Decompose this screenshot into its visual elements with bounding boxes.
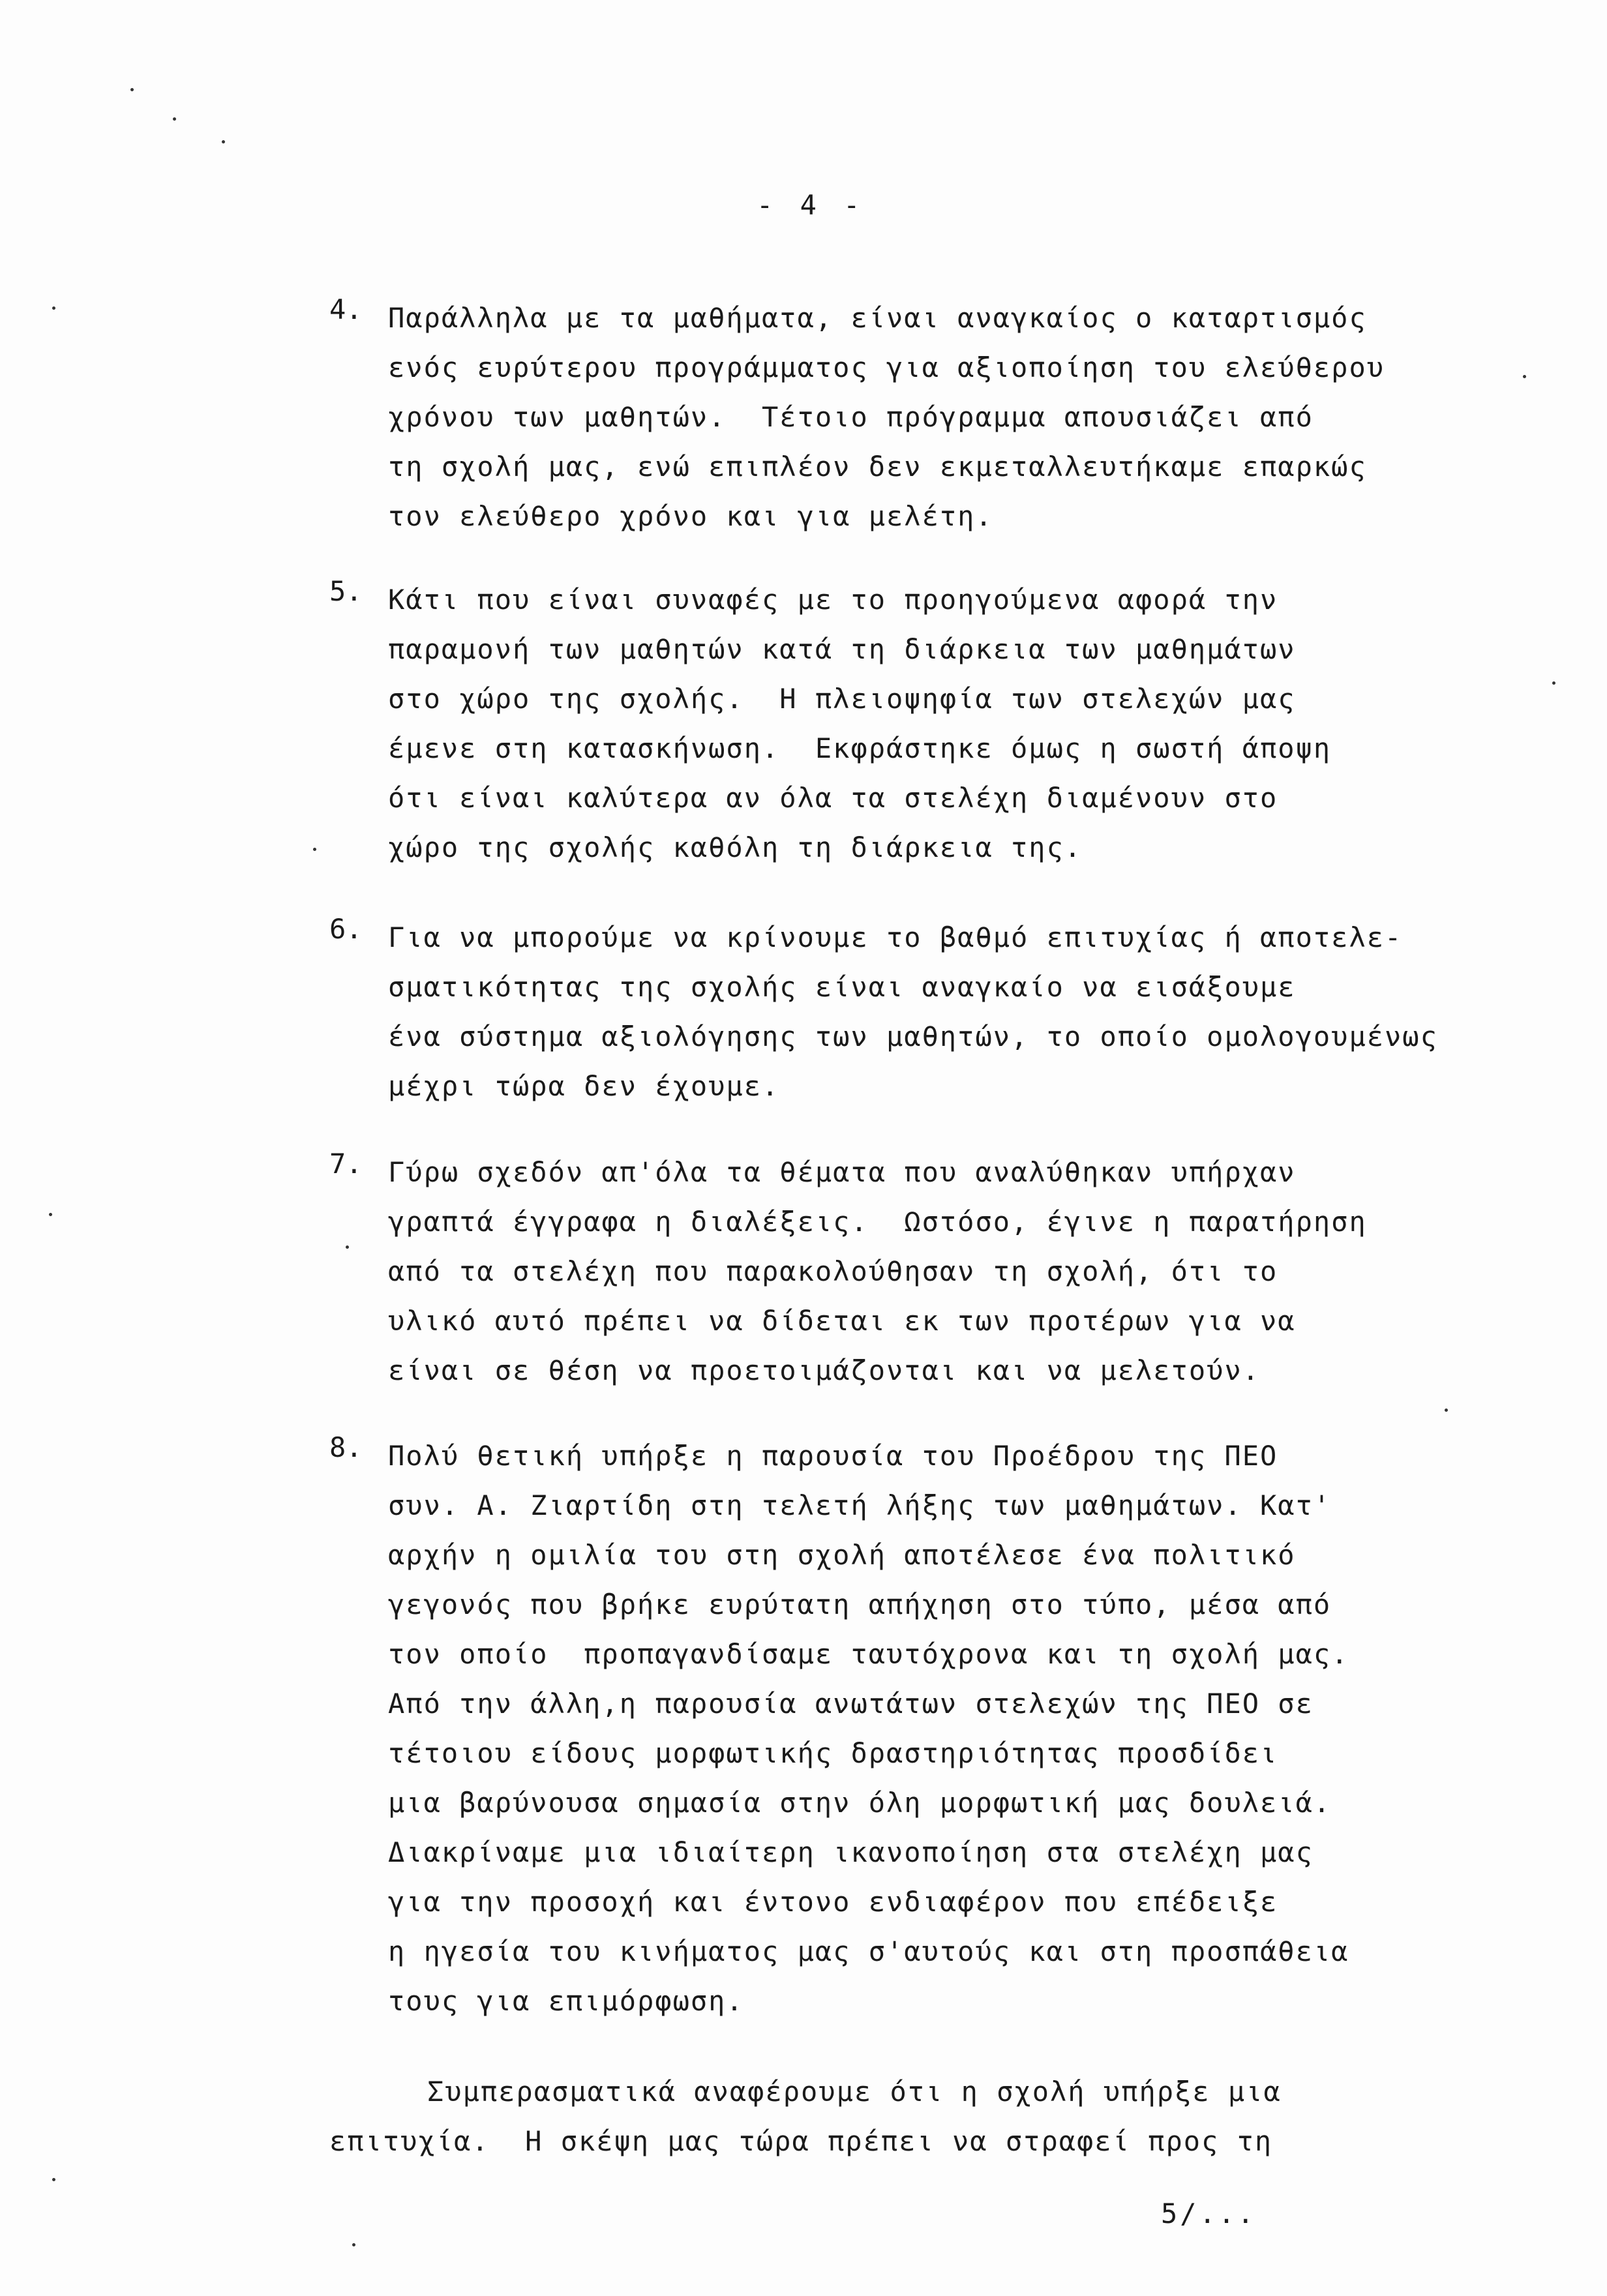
- scan-speck: [346, 1245, 349, 1249]
- text-line: στο χώρο της σχολής. Η πλειοψηφία των στελεχών μας: [388, 683, 1296, 715]
- item-number: 8.: [329, 1431, 363, 1463]
- scan-speck: [52, 2178, 55, 2181]
- text-line: συν. Α. Ζιαρτίδη στη τελετή λήξης των μαθημάτων. Κατ': [388, 1489, 1332, 1521]
- text-line: Από την άλλη,η παρουσία ανωτάτων στελεχών της ΠΕΟ σε: [388, 1688, 1314, 1720]
- text-line: ότι είναι καλύτερα αν όλα τα στελέχη διαμένουν στο: [388, 782, 1278, 814]
- scan-speck: [1445, 1409, 1448, 1412]
- text-line: είναι σε θέση να προετοιμάζονται και να μελετούν.: [388, 1354, 1261, 1386]
- text-line: μέχρι τώρα δεν έχουμε.: [388, 1070, 780, 1102]
- text-line: έμενε στη κατασκήνωση. Εκφράστηκε όμως η σωστή άποψη: [388, 732, 1332, 764]
- text-line: Γύρω σχεδόν απ'όλα τα θέματα που αναλύθηκαν υπήρχαν: [388, 1156, 1296, 1188]
- text-line: ένα σύστημα αξιολόγησης των μαθητών, το οποίο ομολογουμένως: [388, 1021, 1438, 1052]
- text-line: τη σχολή μας, ενώ επιπλέον δεν εκμεταλλευτήκαμε επαρκώς: [388, 451, 1367, 483]
- text-line: γεγονός που βρήκε ευρύτατη απήχηση στο τύπο, μέσα από: [388, 1588, 1332, 1620]
- text-line: τους για επιμόρφωση.: [388, 1985, 744, 2017]
- text-line: η ηγεσία του κινήματος μας σ'αυτούς και στη προσπάθεια: [388, 1935, 1349, 1967]
- text-line: Διακρίναμε μια ιδιαίτερη ικανοποίηση στα στελέχη μας: [388, 1836, 1314, 1868]
- item-number: 7.: [329, 1148, 363, 1180]
- text-line: παραμονή των μαθητών κατά τη διάρκεια των μαθημάτων: [388, 633, 1296, 665]
- page-number: - 4 -: [757, 189, 865, 221]
- text-line: χώρο της σχολής καθόλη τη διάρκεια της.: [388, 831, 1083, 863]
- text-line: από τα στελέχη που παρακολούθησαν τη σχολή, ότι το: [388, 1255, 1278, 1287]
- text-line: σματικότητας της σχολής είναι αναγκαίο να εισάξουμε: [388, 971, 1296, 1003]
- scan-speck: [1552, 681, 1555, 685]
- scan-speck: [1523, 375, 1526, 378]
- scan-speck: [222, 140, 225, 143]
- text-line: υλικό αυτό πρέπει να δίδεται εκ των προτέρων για να: [388, 1305, 1296, 1337]
- text-line: μια βαρύνουσα σημασία στην όλη μορφωτική μας δουλειά.: [388, 1787, 1332, 1819]
- text-line: Κάτι που είναι συναφές με το προηγούμενα αφορά την: [388, 584, 1278, 616]
- text-line: ενός ευρύτερου προγράμματος για αξιοποίηση του ελεύθερου: [388, 351, 1385, 383]
- text-line: αρχήν η ομιλία του στη σχολή αποτέλεσε ένα πολιτικό: [388, 1539, 1296, 1571]
- text-line: για την προσοχή και έντονο ενδιαφέρον που επέδειξε: [388, 1886, 1278, 1918]
- scan-speck: [352, 2243, 355, 2246]
- text-line: Πολύ θετική υπήρξε η παρουσία του Προέδρου της ΠΕΟ: [388, 1440, 1278, 1472]
- item-number: 6.: [329, 913, 363, 945]
- scan-speck: [49, 1213, 52, 1216]
- text-line: τον ελεύθερο χρόνο και για μελέτη.: [388, 500, 993, 532]
- scan-speck: [173, 117, 176, 121]
- conclusion-paragraph: [329, 2067, 1542, 2166]
- scan-speck: [130, 88, 134, 91]
- text-line: Για να μπορούμε να κρίνουμε το βαθμό επιτυχίας ή αποτελε-: [388, 921, 1403, 953]
- continuation-marker: 5/...: [1161, 2198, 1257, 2229]
- text-line: επιτυχία. Η σκέψη μας τώρα πρέπει να στραφεί προς τη: [329, 2125, 1273, 2157]
- text-line: Παράλληλα με τα μαθήματα, είναι αναγκαίος ο καταρτισμός: [388, 302, 1367, 334]
- text-line: τέτοιου είδους μορφωτικής δραστηριότητας προσδίδει: [388, 1737, 1278, 1769]
- text-line: χρόνου των μαθητών. Τέτοιο πρόγραμμα απουσιάζει από: [388, 401, 1314, 433]
- text-line: γραπτά έγγραφα η διαλέξεις. Ωστόσο, έγινε η παρατήρηση: [388, 1206, 1367, 1238]
- text-line: Συμπερασματικά αναφέρουμε ότι η σχολή υπήρξε μια: [427, 2076, 1282, 2108]
- text-line: τον οποίο προπαγανδίσαμε ταυτόχρονα και τη σχολή μας.: [388, 1638, 1349, 1670]
- scan-speck: [313, 848, 316, 851]
- scan-speck: [52, 306, 55, 310]
- item-number: 5.: [329, 575, 363, 607]
- item-number: 4.: [329, 293, 363, 325]
